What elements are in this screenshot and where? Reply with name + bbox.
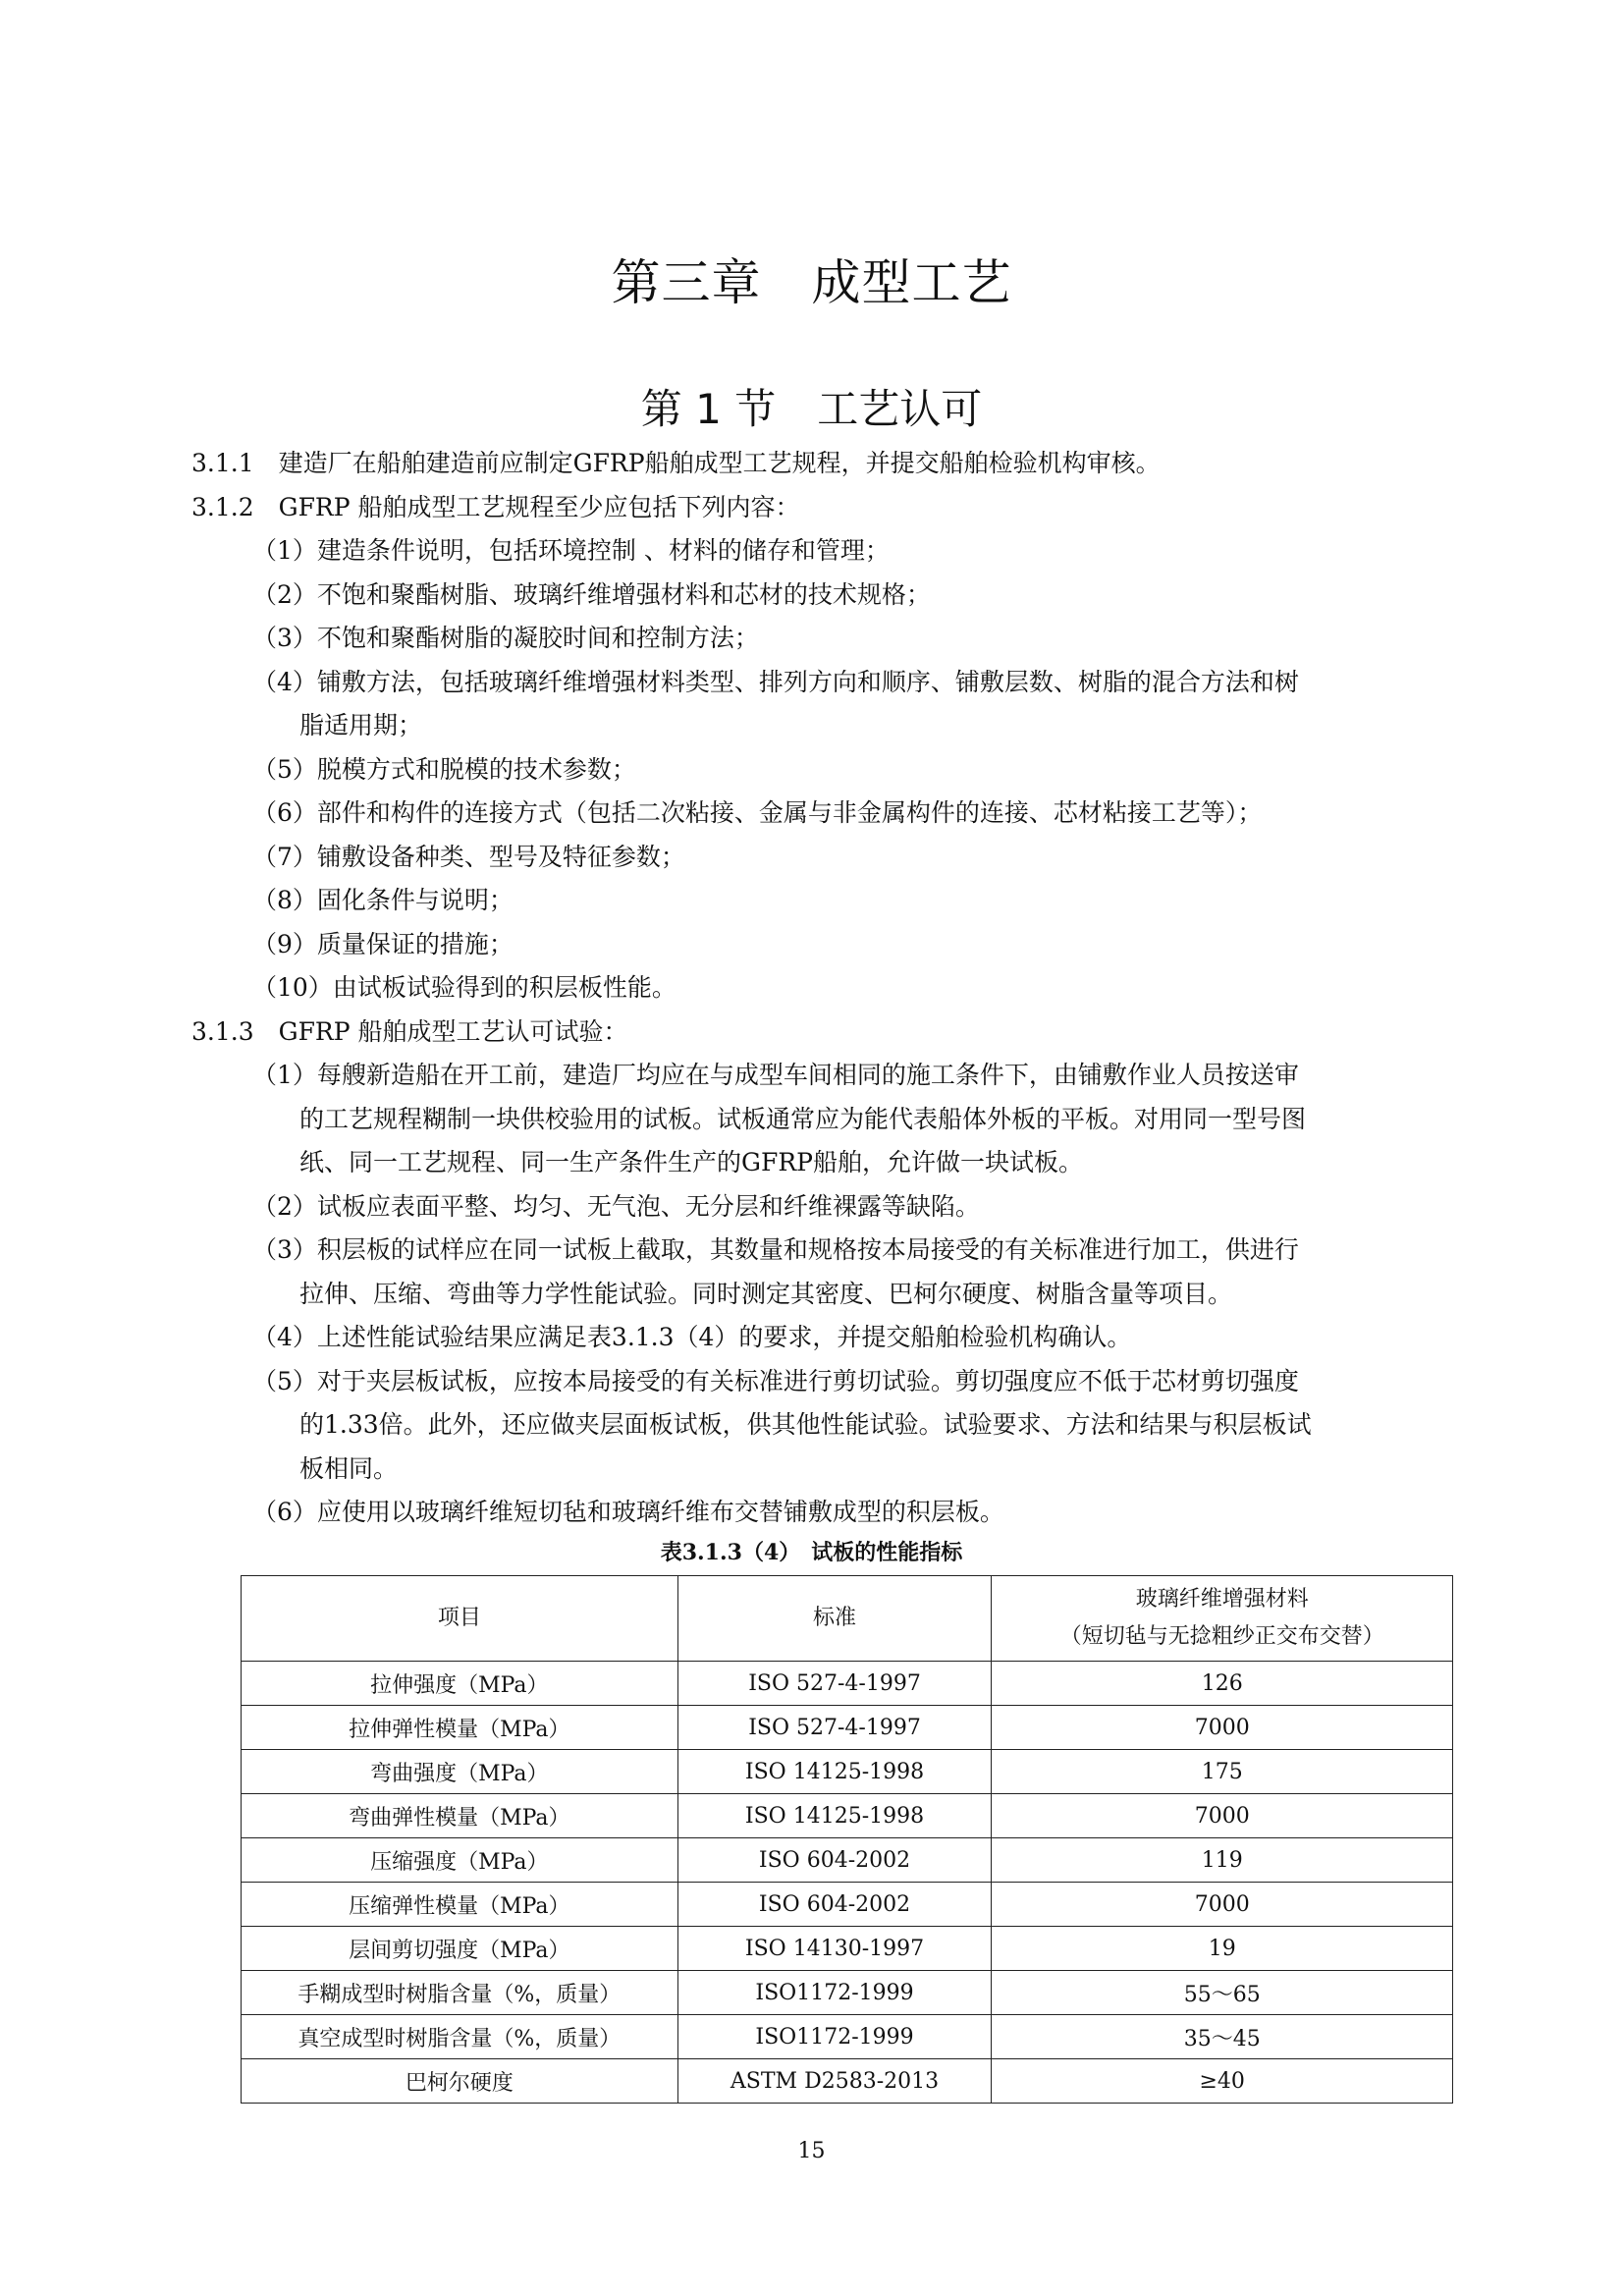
header-material [992,1576,1453,1662]
list-item: （7）铺敷设备种类、型号及特征参数； [252,842,685,871]
cell-value: 126 [992,1662,1453,1706]
table-header-row [242,1576,1453,1662]
cell-standard: ISO1172-1999 [677,1971,992,2015]
list-item-continuation: 的工艺规程糊制一块供校验用的试板。试板通常应为能代表船体外板的平板。对用同一型号图 [299,1104,1307,1133]
cell-standard: ISO 604-2002 [677,1838,992,1883]
table-row [242,1971,1453,2015]
cell-value: ≥40 [992,2059,1453,2104]
clause-3-1-2: 3.1.2 GFRP 船舶成型工艺规程至少应包括下列内容： [191,492,800,521]
list-item: （1）建造条件说明，包括环境控制 、材料的储存和管理； [252,536,890,565]
list-item: （8）固化条件与说明； [252,886,514,914]
table-row [242,2015,1453,2059]
table-caption: 表3.1.3（4） 试板的性能指标 [660,1540,963,1565]
list-item-continuation: 板相同。 [299,1453,399,1483]
header-material-line2: （短切毡与无捻粗纱正交布交替） [1059,1624,1384,1649]
list-item-continuation: 拉伸、压缩、弯曲等力学性能试验。同时测定其密度、巴柯尔硬度、树脂含量等项目。 [299,1279,1233,1308]
clause-3-1-1: 3.1.1 建造厂在船舶建造前应制定GFRP船舶成型工艺规程，并提交船舶检验机构审核。 [191,449,1161,477]
table-row [242,1927,1453,1971]
cell-standard: ISO 14125-1998 [677,1750,992,1794]
cell-value: 55～65 [992,1971,1453,2015]
cell-value: 119 [992,1838,1453,1883]
performance-table [241,1575,1453,2104]
list-item: （3）不饱和聚酯树脂的凝胶时间和控制方法； [252,624,759,652]
cell-standard: ISO 604-2002 [677,1883,992,1927]
list-item: （5）对于夹层板试板，应按本局接受的有关标准进行剪切试验。剪切强度应不低于芯材剪切强度 [252,1366,1299,1395]
cell-standard: ISO 527-4-1997 [677,1706,992,1750]
cell-item: 拉伸弹性模量（MPa） [242,1706,678,1750]
table-row [242,1662,1453,1706]
list-item: （4）上述性能试验结果应满足表3.1.3（4）的要求，并提交船舶检验机构确认。 [252,1323,1132,1351]
table-row [242,1750,1453,1794]
table-row [242,2059,1453,2104]
list-item: （1）每艘新造船在开工前，建造厂均应在与成型车间相同的施工条件下，由铺敷作业人员按送审 [252,1061,1299,1089]
list-item: （10）由试板试验得到的积层板性能。 [252,973,676,1002]
table-row [242,1794,1453,1838]
table-row [242,1883,1453,1927]
list-item: （5）脱模方式和脱模的技术参数； [252,754,636,784]
cell-value: 7000 [992,1706,1453,1750]
cell-standard: ISO 527-4-1997 [677,1662,992,1706]
list-item: （9）质量保证的措施； [252,929,514,958]
cell-item: 巴柯尔硬度 [242,2059,678,2104]
header-standard: 标准 [677,1576,992,1662]
cell-item: 弯曲强度（MPa） [242,1750,678,1794]
list-item: （2）试板应表面平整、均匀、无气泡、无分层和纤维裸露等缺陷。 [252,1191,980,1221]
section-title: 第 1 节 工艺认可 [640,385,983,433]
list-item: （3）积层板的试样应在同一试板上截取，其数量和规格按本局接受的有关标准进行加工，供进行 [252,1235,1299,1264]
cell-item: 手糊成型时树脂含量（%，质量） [242,1971,678,2015]
cell-value: 35～45 [992,2015,1453,2059]
list-item: （6）部件和构件的连接方式（包括二次粘接、金属与非金属构件的连接、芯材粘接工艺等）； [252,798,1263,827]
cell-value: 7000 [992,1794,1453,1838]
cell-item: 压缩强度（MPa） [242,1838,678,1883]
list-item-continuation: 纸、同一工艺规程、同一生产条件生产的GFRP船舶，允许做一块试板。 [299,1148,1083,1176]
list-item: （2）不饱和聚酯树脂、玻璃纤维增强材料和芯材的技术规格； [252,579,931,609]
list-item: （4）铺敷方法，包括玻璃纤维增强材料类型、排列方向和顺序、铺敷层数、树脂的混合方法和树 [252,667,1299,696]
cell-standard: ISO 14130-1997 [677,1927,992,1971]
cell-item: 真空成型时树脂含量（%，质量） [242,2015,678,2059]
cell-value: 7000 [992,1883,1453,1927]
clause-3-1-3: 3.1.3 GFRP 船舶成型工艺认可试验： [191,1016,628,1046]
cell-standard: ASTM D2583-2013 [677,2059,992,2104]
cell-value: 19 [992,1927,1453,1971]
chapter-title: 第三章 成型工艺 [611,254,1012,311]
table-row [242,1838,1453,1883]
document-body [191,442,1478,1535]
cell-standard: ISO 14125-1998 [677,1794,992,1838]
list-item-continuation: 的1.33倍。此外，还应做夹层面板试板，供其他性能试验。试验要求、方法和结果与积层板试 [299,1410,1312,1439]
cell-item: 拉伸强度（MPa） [242,1662,678,1706]
list-item-continuation: 脂适用期； [299,711,423,739]
cell-item: 压缩弹性模量（MPa） [242,1883,678,1927]
cell-value: 175 [992,1750,1453,1794]
header-item: 项目 [242,1576,678,1662]
cell-item: 层间剪切强度（MPa） [242,1927,678,1971]
table-row [242,1706,1453,1750]
list-item: （6）应使用以玻璃纤维短切毡和玻璃纤维布交替铺敷成型的积层板。 [252,1498,1004,1526]
cell-item: 弯曲弹性模量（MPa） [242,1794,678,1838]
cell-standard: ISO1172-1999 [677,2015,992,2059]
header-material-line1: 玻璃纤维增强材料 [1135,1587,1309,1612]
page-number: 15 [797,2139,826,2163]
